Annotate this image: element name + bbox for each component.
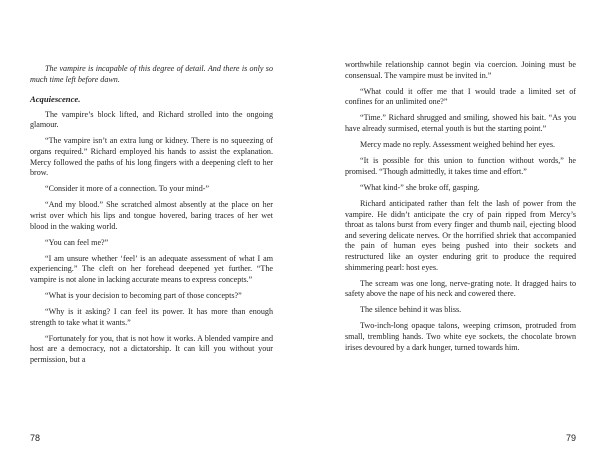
paragraph: Two-inch-long opaque talons, weeping crimson, protruded from small, trembling hands. Two white eye sockets, the chocolate brown irises devoured by a dark hunger, turned towards him. [345,321,576,352]
right-page-text [345,60,576,359]
page-number-left: 78 [30,433,41,443]
paragraph: The vampire is incapable of this degree of detail. And there is only so much time left before dawn. [30,64,273,84]
paragraph: The scream was one long, nerve-grating note. It dragged hairs to safety above the nape of his neck and cowered there. [345,278,576,299]
paragraph: The silence behind it was bliss. [360,305,462,315]
paragraph: “What kind-” she broke off, gasping. [360,182,480,192]
paragraph: worthwhile relationship cannot begin via coercion. Joining must be consensual. The vampire must be invited in.” [345,60,576,80]
paragraph: “The vampire isn’t an extra lung or kidney. There is no squeezing of organs required.” Richard employed his hands to assist the explanation. Mercy followed the paths of his long fingers with a deepening cleft to her brow. [30,136,273,178]
paragraph: “Time.” Richard shrugged and smiling, showed his bait. “As you have already surmised, eternal youth is but the starting point.” [345,113,576,133]
paragraph: Richard anticipated rather than felt the lash of power from the vampire. He didn’t anticipate the cry of pain ripped from Mercy’s throat as talons burst from every finger and thumb nail, ejecting blood and severing delicate nerves. Or the horrified shriek that accompanied the pain of human eyes being pushed into their sockets and restructured like an oyster enduring grit to produce the required shimmering pearl: host eyes. [345,198,576,272]
page-number-right: 79 [565,433,576,443]
paragraph: “It is possible for this union to function without words,” he promised. “Though admittedly, it takes time and effort.” [345,156,576,176]
left-page-text [30,64,273,371]
paragraph: “Consider it more of a connection. To your mind-” [45,184,210,194]
paragraph: “Why is it asking? I can feel its power. It has more than enough strength to take what it wants.” [30,307,273,327]
paragraph: The vampire’s block lifted, and Richard strolled into the ongoing glamour. [30,109,273,130]
paragraph: “What is your decision to becoming part of those concepts?” [45,291,242,301]
section-heading: Acquiescence. [30,94,81,105]
paragraph: “Fortunately for you, that is not how it works. A blended vampire and host are a democracy, not a dictatorship. It can kill you without your permission, but a [30,333,273,365]
paragraph: Mercy made no reply. Assessment weighed behind her eyes. [360,140,556,150]
paragraph: “What could it offer me that I would trade a limited set of confines for an unlimited one?” [345,86,576,107]
right-page [300,0,600,463]
paragraph: “I am unsure whether ‘feel’ is an adequate assessment of what I am experiencing.” The cleft on her forehead deepened yet further. “The vampire is not alone in lacking accurate means to express concepts.” [30,253,273,284]
paragraph: “You can feel me?” [45,237,109,247]
paragraph: “And my blood.” She scratched almost absently at the place on her wrist over which his lips and tongue hovered, baring traces of her wet blood in the waking world. [30,200,273,231]
